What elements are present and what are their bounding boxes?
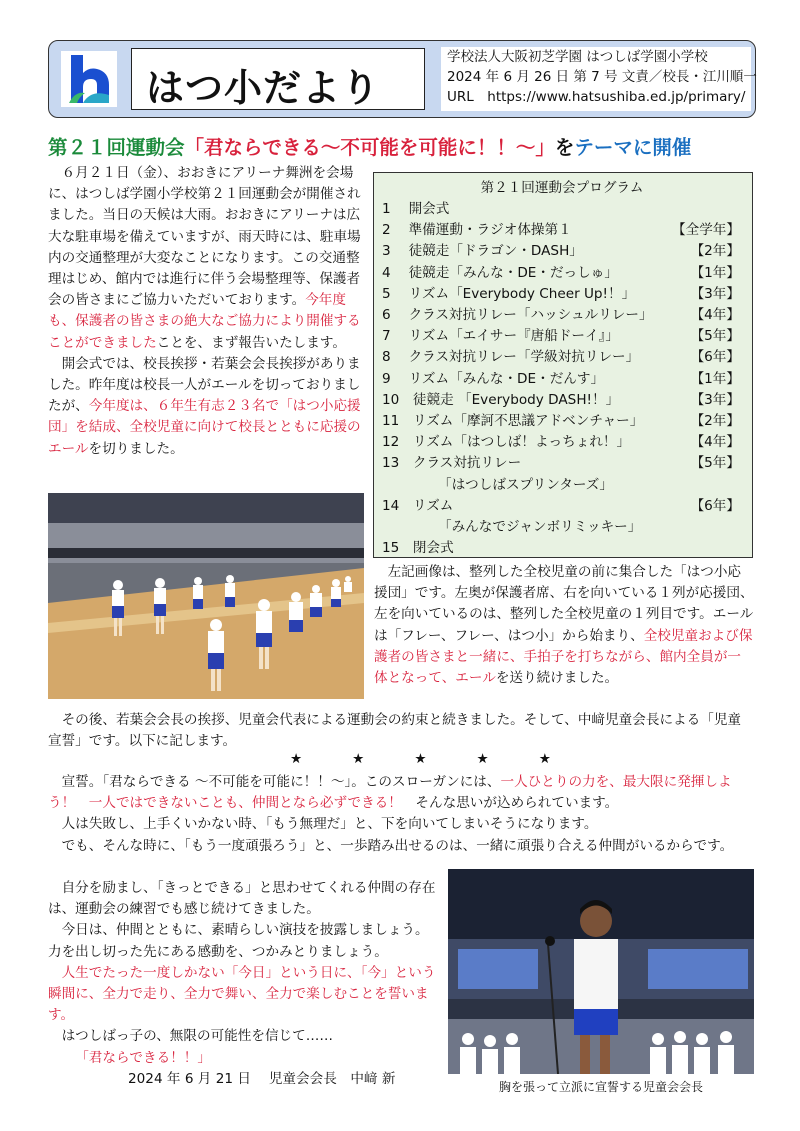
program-item-text: 3 徒競走「ドラゴン・DASH」 [382,243,583,260]
headline [48,132,691,160]
program-list [382,199,742,475]
paragraph-12: 「君ならできる！！」 [75,1049,211,1066]
article-intro [48,163,364,460]
paragraph-2-text: 開会式では、校長挨拶・若葉会会長挨拶がありました。昨年度は校長一人がエールを切っておりましたが、 [48,355,361,415]
paragraph-5-highlight: 一人ひとりの力を、最大限に発揮しよう！ 一人ではできないことも、仲間となら必ずできる！ [48,774,732,812]
program-item-text: 10 徒競走 「Everybody DASH!！」 [382,391,620,408]
school-info [441,47,757,111]
program-title: 第２１回運動会プログラム [480,180,644,196]
program-item-text: 1 開会式 [382,201,450,217]
program-item [382,411,742,432]
paragraph-2-highlight: 今年度は、６年生有志２３名で「はつ小応援団」を結成、全校児童に向けて校長とともに応援のエール [48,398,361,457]
program-item-grade: 【2年】 [690,243,740,260]
paragraph-2 [48,354,364,460]
headline-particle: を [554,136,575,159]
star-divider: ★★★★★ [290,751,601,767]
paragraph-1 [48,163,364,354]
program-item-grade: 【5年】 [690,455,740,472]
program-item [382,390,742,411]
paragraph-3-end: を送り続けました。 [495,670,619,687]
paragraph-5 [48,772,754,814]
program-item-text: 11 リズム「摩訶不思議アドベンチャー」 [382,413,644,430]
paragraph-10: 人生でたった一度しかない「今日」という日に、「今」という瞬間に、全力で走り、全力で舞い、全力で楽しむことを誓います。 [48,964,436,1024]
paragraph-7: でも、そんな時に、「もう一度頑張ろう」と、一歩踏み出せるのは、一緒に頑張り合える仲間がいるからです。 [61,837,734,854]
program-item-14-text: 14 リズム [382,497,454,514]
paragraph-4-block [48,710,754,752]
program-box [373,172,753,558]
school-logo-icon [61,51,117,107]
newsletter-header [48,40,756,118]
program-item [382,305,742,326]
school-name: 学校法人大阪初芝学園 はつしば学園小学校 [447,49,708,65]
program-item-grade: 【全学年】 [672,222,740,239]
program-item-grade: 【3年】 [690,391,740,408]
program-item-text: 2 準備運動・ラジオ体操第１ [382,222,572,239]
photo-description [374,562,754,689]
program-item [382,326,742,347]
program-item-grade: 【1年】 [690,264,740,281]
program-item-text: 9 リズム「みんな・DE・だんす」 [382,370,605,387]
paragraph-5-end: そんな思いが込められています。 [401,795,619,812]
paragraph-3 [374,562,754,689]
newsletter-title: はつ小だより [146,66,381,110]
program-item-13-sub: 「はつしばスプリンターズ」 [438,476,613,493]
program-item-grade: 【1年】 [690,370,740,387]
program-item [382,369,742,390]
paragraph-8: 自分を励まし、「きっとできる」と思わせてくれる仲間の存在は、運動会の練習でも感じ続けてきました。 [48,880,436,918]
paragraph-2-end: を切りました。 [88,440,184,457]
paragraph-1-highlight: 今年度も、保護者の皆さまの絶大なご協力により開催することができました [48,292,361,351]
program-item-text: 6 クラス対抗リレー「ハッシュルリレー」 [382,307,653,324]
school-url[interactable]: URL https://www.hatsushiba.ed.jp/primary/ [447,89,746,105]
paragraph-1-end: ことを、まず報告いたします。 [156,334,346,351]
issue-info: 2024 年 6 月 26 日 第 7 号 文責／校長・江川順一 [447,69,757,85]
paragraph-6: 人は失敗し、上手くいかない時、「もう無理だ」と、下を向いてしまいそうになります。 [61,816,598,833]
paragraph-4: その後、若葉会会長の挨拶、児童会代表による運動会の約束と続きました。そして、中﨑児童会長による「児童宣誓」です。以下に記します。 [48,712,742,750]
program-item-grade: 【4年】 [690,434,740,451]
paragraph-1-text: ６月２１日（金）、おおきにアリーナ舞洲を会場に、はつしば学園小学校第２１回運動会が開催されました。当日の天候は大雨。おおきにアリーナは広大な駐車場を備えていますが、雨天時には、駐車場内の交通整理が大変なことになります。この交通整理はじめ、館内では進行に伴う会場整理等、保護者会の皆さまにご協力いただいております。 [48,165,361,309]
program-item-grade: 【3年】 [690,285,740,302]
president-photo-caption: 胸を張って立派に宣誓する児童会会長 [498,1080,703,1094]
paragraph-9: 今日は、仲間とともに、素晴らしい演技を披露しましょう。力を出し切った先にある感動を、つかみとりましょう。 [48,922,429,960]
program-item [382,199,742,220]
program-item-grade: 【4年】 [690,307,740,324]
program-item-text: 4 徒競走「みんな・DE・だっしゅ」 [382,264,618,281]
program-item-text: 12 リズム「はつしば！よっちょれ！」 [382,434,631,451]
headline-event: 第２１回運動会 [48,136,185,159]
program-item-grade: 【6年】 [690,349,740,366]
program-item [382,220,742,241]
program-item [382,432,742,453]
program-item-grade: 【5年】 [690,328,740,345]
newsletter-title-box [131,48,425,110]
signature: 2024 年 6 月 21 日 児童会会長 中﨑 新 [128,1070,396,1087]
paragraph-3-highlight: 全校児童および保護者の皆さまと一緒に、手拍子を打ちながら、館内全員が一体となって、エール [374,627,753,687]
program-item [382,453,742,474]
program-item-14-sub: 「みんなでジャンボリミッキー」 [438,519,642,536]
headline-theme: 「君ならできる～不可能を可能に！！～」 [184,136,555,159]
paragraph-5-text: 宣誓。「君ならできる ～不可能を可能に！！～」。このスローガンには、 [61,774,501,790]
program-item-15 [382,538,742,559]
program-item-grade [740,199,742,220]
program-item-text: 7 リズム「エイサー『唐船ドーイ』」 [382,328,619,345]
program-item-text: 13 クラス対抗リレー [382,455,522,472]
program-item [382,347,742,368]
oath-intro [48,772,754,857]
program-item [382,284,742,305]
program-item-grade: 【2年】 [690,413,740,430]
program-item-14 [382,496,742,517]
program-item-14-grade: 【6年】 [690,497,740,514]
paragraph-3-text: 左記画像は、整列した全校児童の前に集合した「はつ小応援団」です。左奥が保護者席、右を向いている１列が応援団、左を向いているのは、整列した全校児童の１列目です。エールは「フレー、フレー、はつ小」から始まり、 [374,564,754,644]
paragraph-11: はつしばっ子の、無限の可能性を信じて…… [61,1028,333,1045]
program-item-15-text: 15 閉会式 [382,540,454,557]
program-item [382,263,742,284]
program-item-text: 5 リズム「Everybody Cheer Up!！」 [382,285,636,302]
program-item [382,241,742,262]
headline-tail: テーマに開催 [574,136,692,159]
oath-body [48,878,440,1090]
cheer-squad-photo [48,493,364,699]
president-oath-photo [448,869,754,1074]
program-item-text: 8 クラス対抗リレー「学級対抗リレー」 [382,349,640,366]
